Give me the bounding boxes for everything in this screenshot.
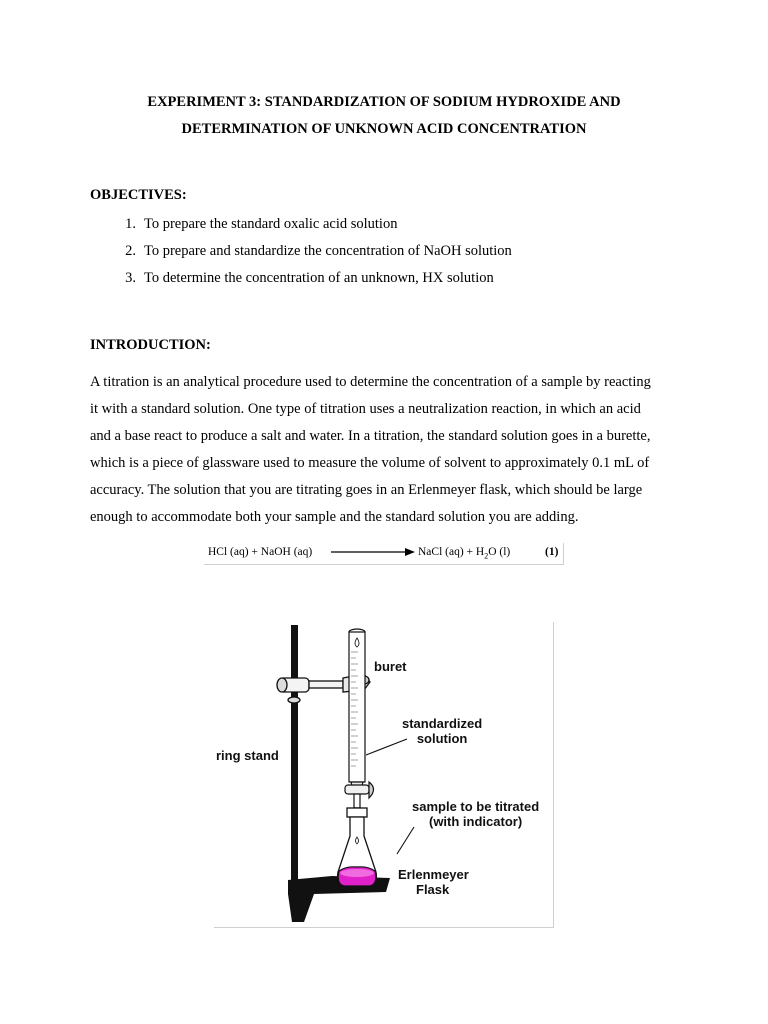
label-standardized-solution bbox=[402, 716, 482, 746]
equation-products-prefix: NaCl (aq) + H bbox=[418, 546, 485, 558]
ring-stand-rod bbox=[291, 625, 298, 883]
label-flask-line2: Flask bbox=[416, 882, 450, 897]
label-sample-line2: (with indicator) bbox=[428, 814, 523, 829]
label-standardized-line2: solution bbox=[416, 731, 468, 746]
paragraph-line: which is a piece of glassware used to measure the volume of solvent to approximately 0.1 mL of bbox=[90, 455, 650, 471]
equation-reactants: HCl (aq) + NaOH (aq) bbox=[208, 546, 313, 558]
reaction-arrow-icon bbox=[331, 545, 415, 559]
paragraph-line: enough to accommodate both your sample and the standard solution you are adding. bbox=[90, 509, 579, 525]
list-item-number: 3. bbox=[125, 270, 136, 286]
label-flask-line1: Erlenmeyer bbox=[398, 867, 469, 882]
paragraph-line: and a base react to produce a salt and water. In a titration, the standard solution goes in a burette, bbox=[90, 428, 651, 444]
equation-number: (1) bbox=[545, 546, 559, 558]
label-standardized-line1: standardized bbox=[402, 716, 483, 731]
objectives-list bbox=[90, 213, 512, 294]
paragraph-line: A titration is an analytical procedure used to determine the concentration of a sample by reacting bbox=[90, 374, 651, 390]
erlenmeyer-flask bbox=[338, 808, 377, 886]
label-ring-stand: ring stand bbox=[216, 748, 279, 763]
objectives-heading: OBJECTIVES: bbox=[90, 187, 187, 203]
list-item bbox=[90, 240, 512, 267]
list-item-text: To prepare the standard oxalic acid solution bbox=[144, 216, 398, 232]
list-item bbox=[90, 213, 512, 240]
equation-products-suffix: O (l) bbox=[488, 546, 511, 558]
label-buret: buret bbox=[374, 659, 407, 674]
document-title-line2: DETERMINATION OF UNKNOWN ACID CONCENTRATION bbox=[181, 121, 587, 137]
equation-subscript: 2 bbox=[484, 551, 489, 561]
label-sample-line1: sample to be titrated bbox=[412, 799, 540, 814]
buret bbox=[345, 629, 374, 816]
list-item-number: 2. bbox=[125, 243, 136, 259]
list-item-number: 1. bbox=[125, 216, 136, 232]
paragraph-line: accuracy. The solution that you are titrating goes in an Erlenmeyer flask, which should be large bbox=[90, 482, 643, 498]
label-sample bbox=[412, 799, 539, 829]
titration-figure bbox=[214, 622, 554, 928]
introduction-paragraph bbox=[90, 371, 690, 533]
chemical-equation bbox=[204, 543, 564, 565]
list-item bbox=[90, 267, 512, 294]
document-title-line1: EXPERIMENT 3: STANDARDIZATION OF SODIUM HYDROXIDE AND bbox=[147, 94, 621, 110]
list-item-text: To prepare and standardize the concentration of NaOH solution bbox=[144, 243, 512, 259]
list-item-text: To determine the concentration of an unknown, HX solution bbox=[144, 270, 494, 286]
paragraph-line: it with a standard solution. One type of titration uses a neutralization reaction, in which an acid bbox=[90, 401, 641, 417]
equation-products bbox=[418, 546, 510, 560]
introduction-heading: INTRODUCTION: bbox=[90, 337, 211, 353]
label-erlenmeyer-flask bbox=[398, 867, 469, 897]
